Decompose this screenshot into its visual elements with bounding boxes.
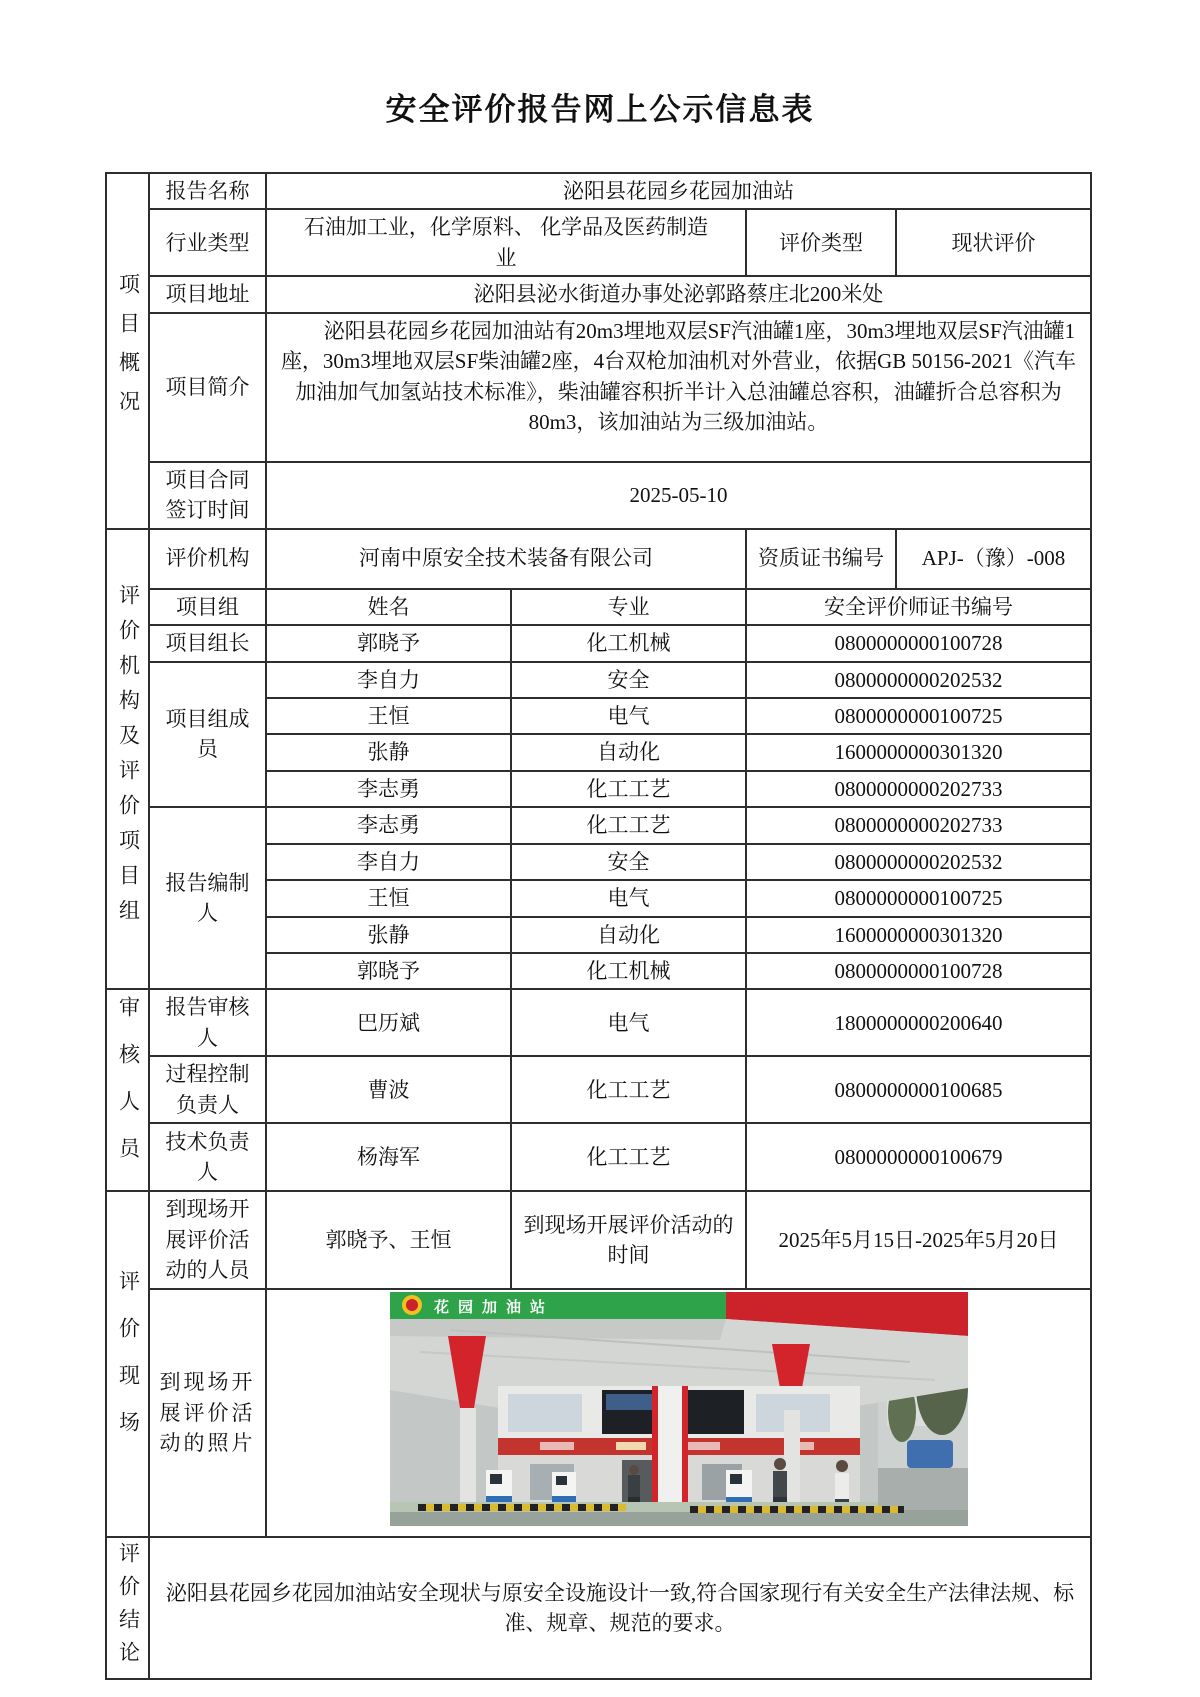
author-name: 王恒 xyxy=(266,880,511,916)
contract-date-value: 2025-05-10 xyxy=(266,462,1091,529)
author-cert: 0800000000202733 xyxy=(746,807,1091,843)
team-leader-row xyxy=(106,625,1091,661)
leader-major: 化工机械 xyxy=(511,625,746,661)
member-name: 李自力 xyxy=(266,662,511,698)
reviewer-cert: 0800000000100685 xyxy=(746,1056,1091,1123)
author-name: 郭晓予 xyxy=(266,953,511,989)
member-major: 电气 xyxy=(511,698,746,734)
agency-cert-label: 资质证书编号 xyxy=(746,529,896,589)
team-cert-header: 安全评价师证书编号 xyxy=(746,589,1091,625)
author-name: 李自力 xyxy=(266,844,511,880)
members-label: 项目组成员 xyxy=(149,662,266,808)
site-photo-label: 到现场开展评价活动的照片 xyxy=(149,1289,266,1537)
agency-name-value: 河南中原安全技术装备有限公司 xyxy=(266,529,746,589)
section-label: 评价结论 xyxy=(116,1542,141,1675)
reviewer-row xyxy=(106,989,1091,1056)
reviewer-row xyxy=(106,1056,1091,1123)
eval-type-label: 评价类型 xyxy=(746,209,896,276)
member-major: 安全 xyxy=(511,662,746,698)
authors-label: 报告编制人 xyxy=(149,807,266,989)
reviewer-label: 报告审核人 xyxy=(149,989,266,1056)
address-label: 项目地址 xyxy=(149,276,266,312)
table-row xyxy=(106,173,1091,209)
site-time-value: 2025年5月15日-2025年5月20日 xyxy=(746,1191,1091,1288)
publicity-info-table xyxy=(105,172,1092,1680)
conclusion-text: 泌阳县花园乡花园加油站安全现状与原安全设施设计一致,符合国家现行有关安全生产法律法规、标准、规章、规范的要求。 xyxy=(149,1537,1091,1679)
author-cert: 0800000000100728 xyxy=(746,953,1091,989)
leader-label: 项目组长 xyxy=(149,625,266,661)
site-personnel-value: 郭晓予、王恒 xyxy=(266,1191,511,1288)
reviewer-name: 杨海军 xyxy=(266,1123,511,1191)
section-conclusion xyxy=(106,1537,149,1679)
team-member-row xyxy=(106,662,1091,698)
member-name: 张静 xyxy=(266,734,511,770)
section-site xyxy=(106,1191,149,1537)
table-row xyxy=(106,209,1091,276)
author-cert: 0800000000100725 xyxy=(746,880,1091,916)
author-major: 安全 xyxy=(511,844,746,880)
gas-station-photo-image xyxy=(390,1292,968,1526)
member-cert: 0800000000202532 xyxy=(746,662,1091,698)
reviewer-row xyxy=(106,1123,1091,1191)
section-label: 评价现场 xyxy=(116,1270,141,1459)
team-group-header: 项目组 xyxy=(149,589,266,625)
member-name: 王恒 xyxy=(266,698,511,734)
leader-name: 郭晓予 xyxy=(266,625,511,661)
page-title: 安全评价报告网上公示信息表 xyxy=(385,92,815,127)
member-cert: 0800000000100725 xyxy=(746,698,1091,734)
report-author-row xyxy=(106,807,1091,843)
summary-label: 项目简介 xyxy=(149,313,266,462)
report-name-value: 泌阳县花园乡花园加油站 xyxy=(266,173,1091,209)
site-time-label: 到现场开展评价活动的时间 xyxy=(511,1191,746,1288)
eval-type-value: 现状评价 xyxy=(896,209,1091,276)
author-major: 自动化 xyxy=(511,917,746,953)
site-personnel-row xyxy=(106,1191,1091,1288)
member-name: 李志勇 xyxy=(266,771,511,807)
reviewer-major: 化工工艺 xyxy=(511,1056,746,1123)
report-name-label: 报告名称 xyxy=(149,173,266,209)
member-major: 自动化 xyxy=(511,734,746,770)
author-name: 张静 xyxy=(266,917,511,953)
section-reviewers xyxy=(106,989,149,1191)
author-name: 李志勇 xyxy=(266,807,511,843)
author-major: 电气 xyxy=(511,880,746,916)
site-personnel-label: 到现场开展评价活动的人员 xyxy=(149,1191,266,1288)
table-row xyxy=(106,529,1091,589)
summary-value xyxy=(266,313,1091,462)
author-cert: 0800000000202532 xyxy=(746,844,1091,880)
leader-cert: 0800000000100728 xyxy=(746,625,1091,661)
member-cert: 1600000000301320 xyxy=(746,734,1091,770)
author-major: 化工机械 xyxy=(511,953,746,989)
reviewer-cert: 1800000000200640 xyxy=(746,989,1091,1056)
summary-text: 泌阳县花园乡花园加油站有20m3埋地双层SF汽油罐1座，30m3埋地双层SF汽油罐1座，30m3埋地双层SF柴油罐2座，4台双枪加油机对外营业，依据GB 50156-2021《汽车加油加气加氢站技术标准》，柴油罐容积折半计入总油罐总容积，油罐折合总容积为80m3，该加油站为三级加油站。 xyxy=(280,318,1077,435)
site-photo-row xyxy=(106,1289,1091,1537)
section-agency-team xyxy=(106,529,149,990)
gas-station-photo xyxy=(390,1292,968,1526)
site-photo-cell xyxy=(266,1289,1091,1537)
agency-cert-value: APJ-（豫）-008 xyxy=(896,529,1091,589)
reviewer-name: 巴历斌 xyxy=(266,989,511,1056)
team-major-header: 专业 xyxy=(511,589,746,625)
table-header-row xyxy=(106,589,1091,625)
member-cert: 0800000000202733 xyxy=(746,771,1091,807)
contract-label: 项目合同签订时间 xyxy=(149,462,266,529)
section-label: 项目概况 xyxy=(116,272,141,429)
industry-label: 行业类型 xyxy=(149,209,266,276)
section-label: 评价机构及评价项目组 xyxy=(116,584,141,935)
reviewer-major: 化工工艺 xyxy=(511,1123,746,1191)
table-row xyxy=(106,313,1091,462)
reviewer-label: 过程控制负责人 xyxy=(149,1056,266,1123)
author-cert: 1600000000301320 xyxy=(746,917,1091,953)
reviewer-cert: 0800000000100679 xyxy=(746,1123,1091,1191)
agency-label: 评价机构 xyxy=(149,529,266,589)
section-project-overview xyxy=(106,173,149,529)
conclusion-row xyxy=(106,1537,1091,1679)
table-row xyxy=(106,276,1091,312)
team-name-header: 姓名 xyxy=(266,589,511,625)
address-value: 泌阳县泌水街道办事处泌郭路蔡庄北200米处 xyxy=(266,276,1091,312)
reviewer-name: 曹波 xyxy=(266,1056,511,1123)
photo-banner-text: 花园加油站 xyxy=(433,1299,554,1316)
reviewer-label: 技术负责人 xyxy=(149,1123,266,1191)
reviewer-major: 电气 xyxy=(511,989,746,1056)
member-major: 化工工艺 xyxy=(511,771,746,807)
author-major: 化工工艺 xyxy=(511,807,746,843)
table-row xyxy=(106,462,1091,529)
industry-value: 石油加工业，化学原料、 化学品及医药制造业 xyxy=(266,209,746,276)
section-label: 审核人员 xyxy=(116,996,141,1185)
